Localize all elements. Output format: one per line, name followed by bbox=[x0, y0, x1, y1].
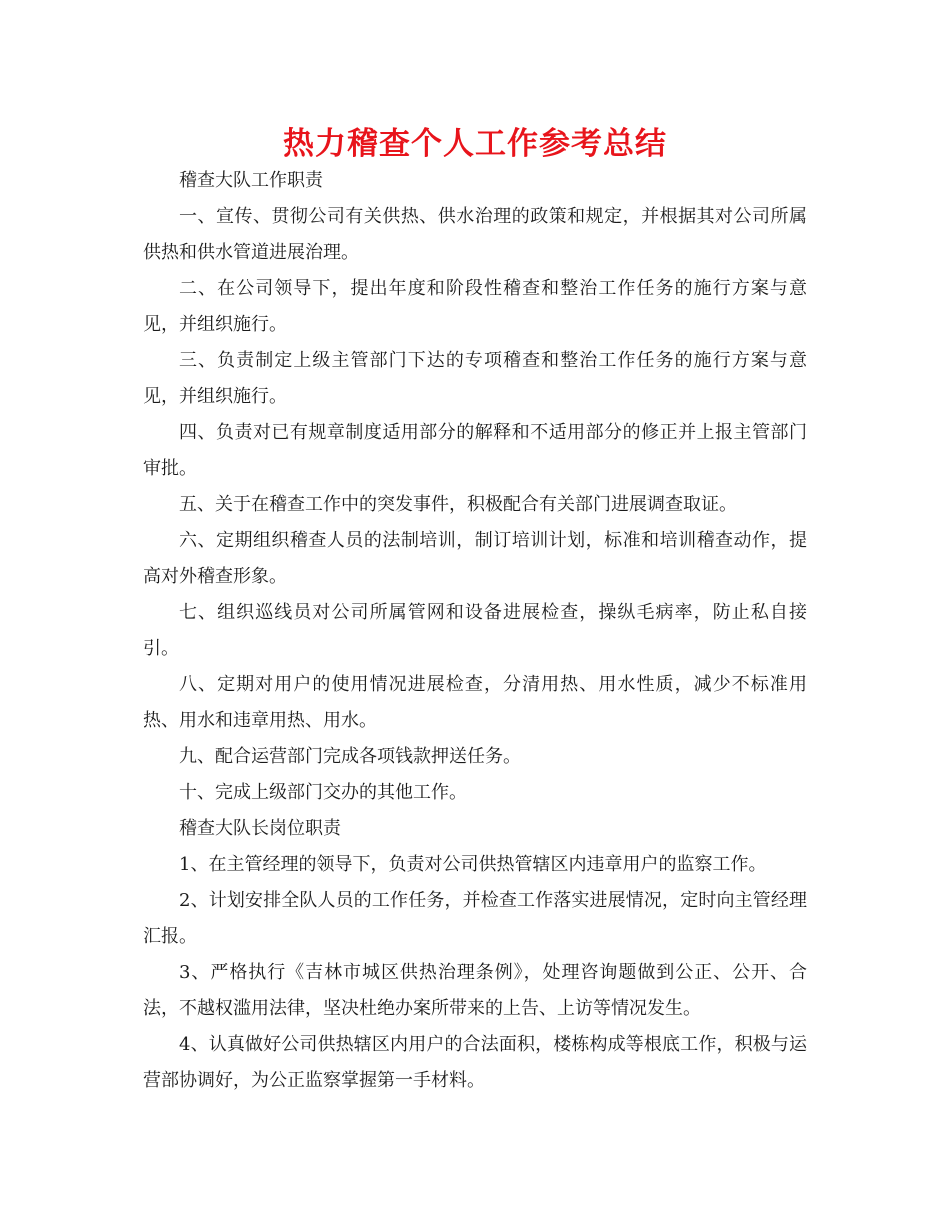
paragraph: 3、严格执行《吉林市城区供热治理条例》，处理咨询题做到公正、公开、合法，不越权滥用法律，坚决杜绝办案所带来的上告、上访等情况发生。 bbox=[143, 962, 807, 1019]
paragraph: 九、配合运营部门完成各项钱款押送任务。 bbox=[179, 746, 521, 767]
paragraph: 六、定期组织稽查人员的法制培训，制订培训计划，标准和培训稽查动作，提高对外稽查形象。 bbox=[143, 530, 807, 587]
paragraph: 2、计划安排全队人员的工作任务，并检查工作落实进展情况，定时向主管经理汇报。 bbox=[143, 890, 807, 947]
paragraph: 二、在公司领导下，提出年度和阶段性稽查和整治工作任务的施行方案与意见，并组织施行。 bbox=[143, 278, 807, 335]
paragraph: 三、负责制定上级主管部门下达的专项稽查和整治工作任务的施行方案与意见，并组织施行。 bbox=[143, 350, 807, 407]
document-title: 热力稽查个人工作参考总结 bbox=[283, 126, 667, 162]
paragraph: 一、宣传、贯彻公司有关供热、供水治理的政策和规定，并根据其对公司所属供热和供水管道进展治理。 bbox=[143, 206, 807, 263]
paragraph: 七、组织巡线员对公司所属管网和设备进展检查，操纵毛病率，防止私自接引。 bbox=[143, 602, 807, 659]
paragraph: 1、在主管经理的领导下，负责对公司供热管辖区内违章用户的监察工作。 bbox=[179, 854, 767, 875]
section-heading: 稽查大队工作职责 bbox=[179, 170, 323, 191]
paragraph: 4、认真做好公司供热辖区内用户的合法面积，楼栋构成等根底工作，积极与运营部协调好，为公正监察掌握第一手材料。 bbox=[143, 1034, 807, 1091]
section-heading: 稽查大队长岗位职责 bbox=[179, 818, 341, 839]
paragraph: 八、定期对用户的使用情况进展检查，分清用热、用水性质，减少不标准用热、用水和违章用热、用水。 bbox=[143, 674, 807, 731]
paragraph: 五、关于在稽查工作中的突发事件，积极配合有关部门进展调查取证。 bbox=[179, 494, 737, 515]
paragraph: 四、负责对已有规章制度适用部分的解释和不适用部分的修正并上报主管部门审批。 bbox=[143, 422, 807, 479]
paragraph: 十、完成上级部门交办的其他工作。 bbox=[179, 782, 467, 803]
document-body bbox=[143, 163, 807, 1099]
